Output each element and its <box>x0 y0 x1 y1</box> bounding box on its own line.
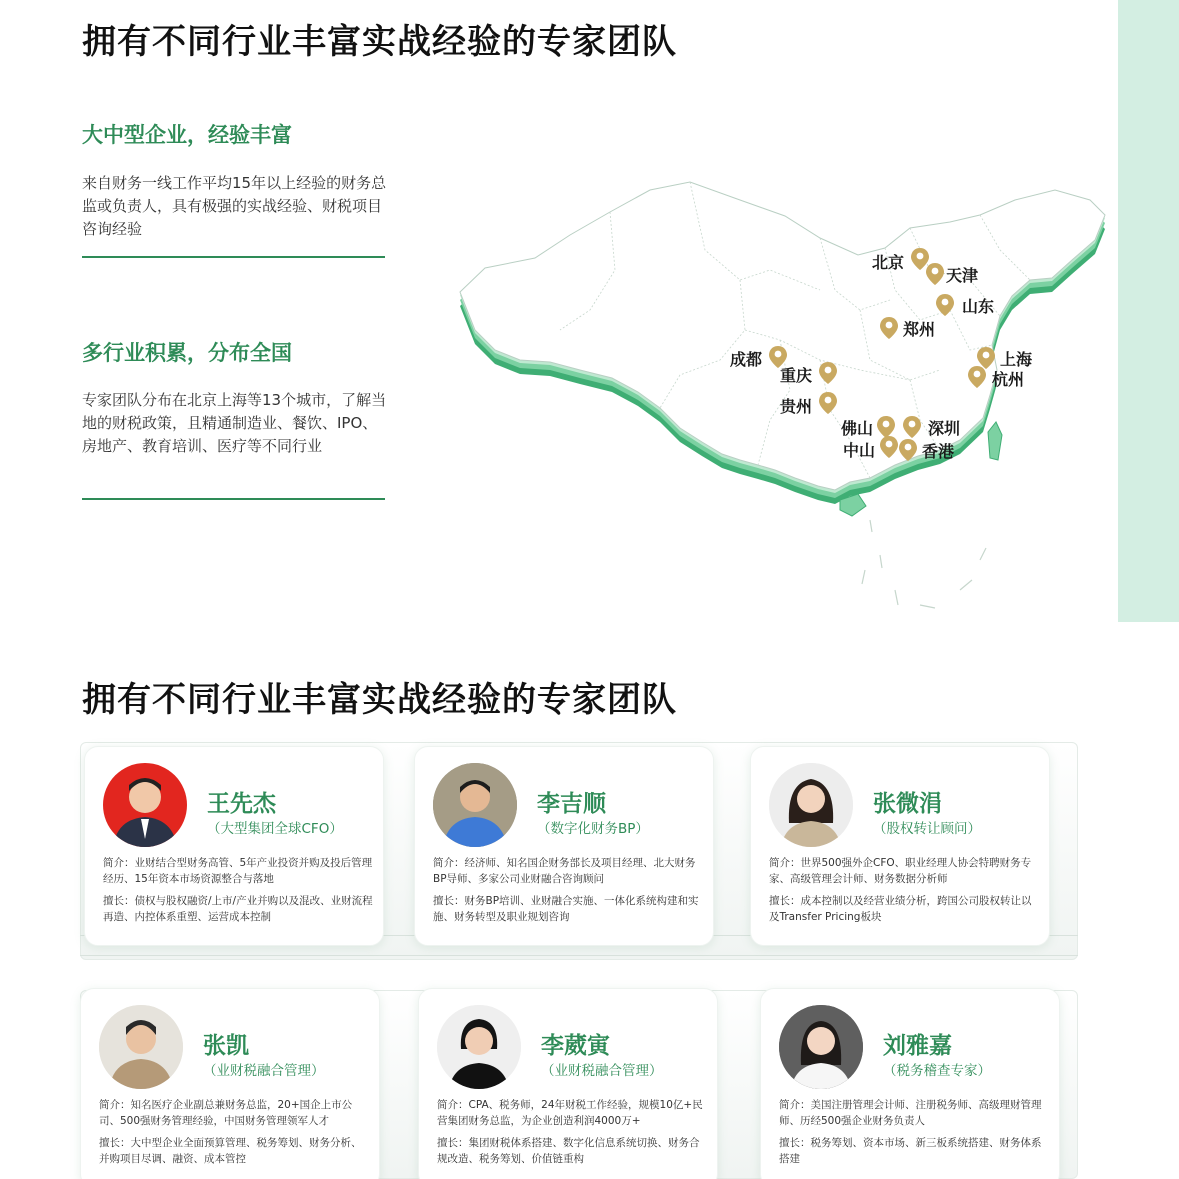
city-pin-chengdu <box>730 346 787 369</box>
expert-name: 张微涓 <box>873 791 942 817</box>
svg-text:山东: 山东 <box>962 297 995 316</box>
svg-text:成都: 成都 <box>730 350 763 369</box>
expert-intro: 简介：经济师、知名国企财务部长及项目经理、北大财务BP导师、多家公司业财融合咨询顾问 <box>433 857 696 885</box>
svg-text:郑州: 郑州 <box>903 320 936 339</box>
expert-skill: 擅长：大中型企业全面预算管理、税务筹划、财务分析、并购项目尽调、融资、成本管控 <box>99 1137 362 1165</box>
avatar <box>433 763 517 847</box>
svg-text:杭州: 杭州 <box>992 370 1025 389</box>
band-divider <box>80 955 1078 956</box>
svg-text:佛山: 佛山 <box>841 419 874 438</box>
svg-text:上海: 上海 <box>1000 350 1033 369</box>
expert-skill: 擅长：财务BP培训、业财融合实施、一体化系统构建和实施、财务转型及职业规划咨询 <box>433 895 699 923</box>
expert-card <box>84 746 384 946</box>
decorative-side-band <box>1118 0 1179 622</box>
feature-heading-experience: 大中型企业，经验丰富 <box>82 123 292 147</box>
feature-body-coverage: 专家团队分布在北京上海等13个城市，了解当地的财税政策，且精通制造业、餐饮、IPO、房地产、教育培训、医疗等不同行业 <box>82 391 387 455</box>
expert-role: （业财税融合管理） <box>203 1063 325 1079</box>
svg-text:重庆: 重庆 <box>780 366 813 385</box>
expert-intro: 简介：CPA、税务师，24年财税工作经验，规模10亿+民营集团财务总监，为企业创造利润4000万+ <box>437 1099 703 1127</box>
expert-role: （业财税融合管理） <box>541 1063 663 1079</box>
expert-role: （大型集团全球CFO） <box>207 821 343 837</box>
expert-skill: 擅长：税务筹划、资本市场、新三板系统搭建、财务体系搭建 <box>779 1137 1042 1165</box>
expert-skill: 擅长：集团财税体系搭建、数字化信息系统切换、财务合规改造、税务筹划、价值链重构 <box>437 1137 700 1165</box>
expert-intro: 简介：美国注册管理会计师、注册税务师、高级理财管理师、历经500强企业财务负责人 <box>779 1099 1042 1127</box>
expert-card <box>414 746 714 946</box>
expert-card <box>418 988 718 1179</box>
china-map <box>440 160 1120 630</box>
expert-role: （股权转让顾问） <box>873 821 981 837</box>
expert-card <box>750 746 1050 946</box>
avatar <box>103 763 187 847</box>
city-pin-hongkong <box>899 439 954 461</box>
expert-skill: 擅长：成本控制以及经营业绩分析，跨国公司股权转让以及Transfer Pricing板块 <box>769 895 1032 923</box>
expert-role: （数字化财务BP） <box>537 821 649 837</box>
city-pin-foshan <box>841 416 895 438</box>
expert-name: 李葳寅 <box>541 1033 610 1059</box>
svg-text:北京: 北京 <box>872 253 905 272</box>
city-pin-shenzhen <box>903 416 960 438</box>
expert-card <box>760 988 1060 1179</box>
city-pin-zhengzhou <box>880 317 935 339</box>
map-south-sea <box>862 520 986 608</box>
expert-name: 王先杰 <box>207 791 276 817</box>
avatar <box>437 1005 521 1089</box>
city-pin-hangzhou <box>968 366 1024 389</box>
svg-text:中山: 中山 <box>843 441 876 460</box>
section-title-bottom: 拥有不同行业丰富实战经验的专家团队 <box>82 680 677 720</box>
expert-intro: 简介：世界500强外企CFO、职业经理人协会特聘财务专家、高级管理会计师、财务数据分析师 <box>769 857 1032 885</box>
map-taiwan <box>988 422 1002 460</box>
svg-text:贵州: 贵州 <box>780 397 813 416</box>
section-title-top: 拥有不同行业丰富实战经验的专家团队 <box>82 22 677 62</box>
svg-text:香港: 香港 <box>922 442 955 461</box>
map-land <box>460 182 1105 490</box>
city-pin-tianjin <box>926 263 979 285</box>
avatar <box>769 763 853 847</box>
feature-body-experience: 来自财务一线工作平均15年以上经验的财务总监或负责人，具有极强的实战经验、财税项目咨询经验 <box>82 174 387 238</box>
expert-card <box>80 988 380 1179</box>
expert-role: （税务稽查专家） <box>883 1063 991 1079</box>
city-pin-shandong <box>936 294 994 316</box>
expert-name: 刘雅嘉 <box>883 1033 952 1059</box>
avatar <box>779 1005 863 1089</box>
city-pin-shanghai <box>977 347 1033 369</box>
avatar <box>99 1005 183 1089</box>
expert-intro: 简介：业财结合型财务高管、5年产业投资并购及投后管理经历、15年资本市场资源整合与落地 <box>103 857 373 885</box>
svg-text:深圳: 深圳 <box>928 419 961 438</box>
expert-skill: 擅长：债权与股权融资/上市/产业并购以及混改、业财流程再造、内控体系重塑、运营成本控制 <box>103 895 373 923</box>
expert-name: 张凯 <box>203 1033 249 1059</box>
city-pin-chongqing <box>780 362 837 385</box>
expert-intro: 简介：知名医疗企业副总兼财务总监，20+国企上市公司、500强财务管理经验，中国财务管理领军人才 <box>99 1099 353 1127</box>
svg-text:天津: 天津 <box>946 266 979 285</box>
expert-name: 李吉顺 <box>537 791 606 817</box>
feature-divider <box>82 498 385 500</box>
feature-heading-coverage: 多行业积累，分布全国 <box>82 341 292 365</box>
feature-divider <box>82 256 385 258</box>
